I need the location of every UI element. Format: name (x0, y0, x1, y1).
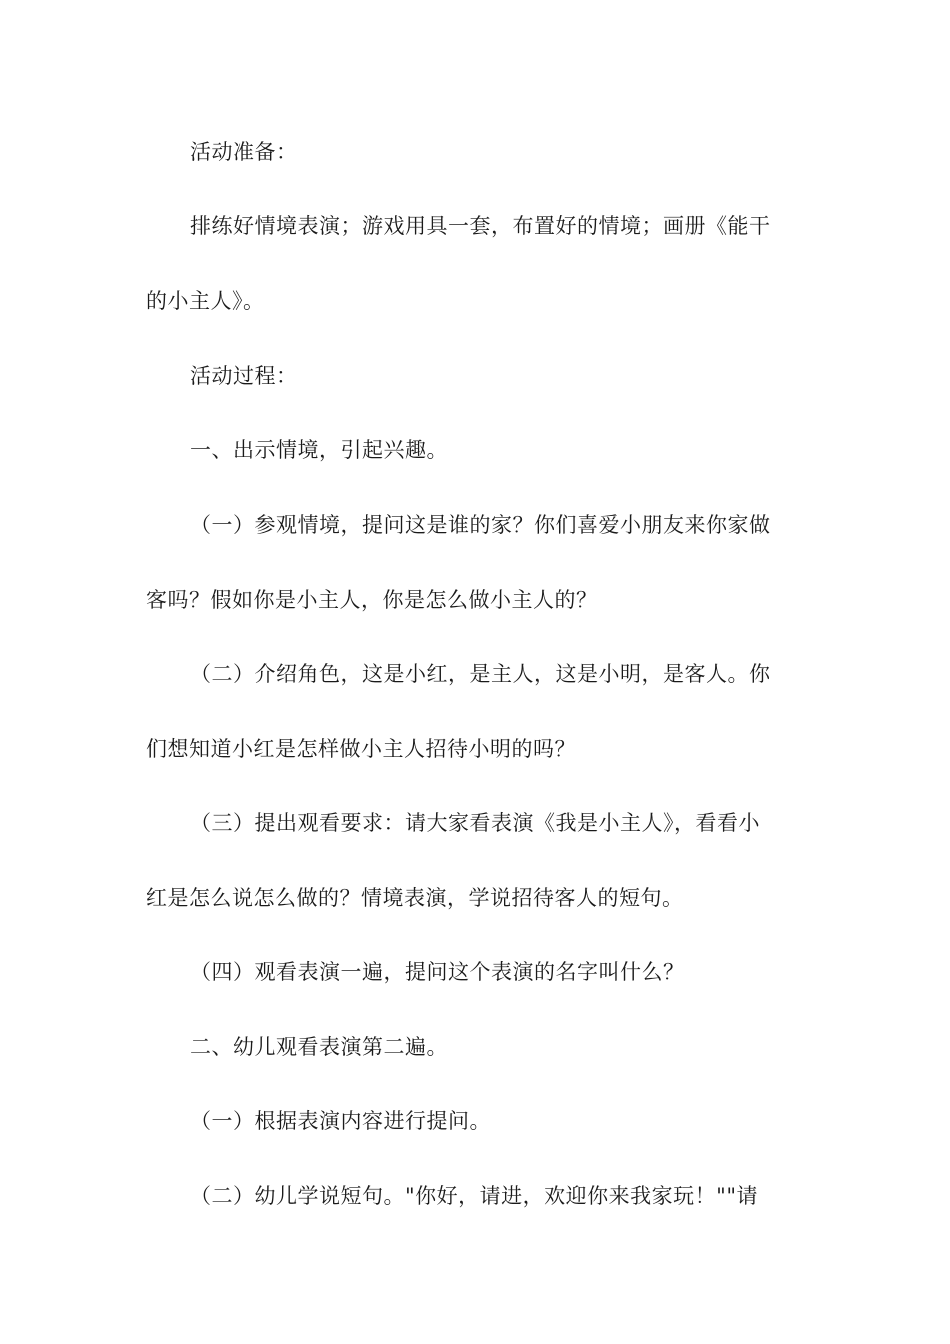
paragraph-line: 们想知道小红是怎样做小主人招待小明的吗？ (146, 737, 576, 761)
paragraph-line: （二）介绍角色，这是小红，是主人，这是小明，是客人。你 (190, 662, 771, 686)
paragraph-line: （二）幼儿学说短句。"你好，请进，欢迎你来我家玩！""请 (190, 1184, 758, 1208)
section-heading: 一、出示情境，引起兴趣。 (190, 438, 448, 462)
heading-activity-preparation: 活动准备： (190, 140, 298, 164)
paragraph-line: （三）提出观看要求：请大家看表演《我是小主人》，看看小 (190, 811, 760, 835)
paragraph-line: （一）根据表演内容进行提问。 (190, 1109, 491, 1133)
paragraph-line: 的小主人》。 (146, 289, 265, 313)
paragraph-line: 客吗？假如你是小主人，你是怎么做小主人的？ (146, 588, 598, 612)
paragraph-line: 排练好情境表演；游戏用具一套，布置好的情境；画册《能干 (190, 214, 771, 238)
paragraph-line: （一）参观情境，提问这是谁的家？你们喜爱小朋友来你家做 (190, 513, 771, 537)
paragraph-line: （四）观看表演一遍，提问这个表演的名字叫什么？ (190, 960, 685, 984)
section-heading: 二、幼儿观看表演第二遍。 (190, 1035, 448, 1059)
paragraph-line: 红是怎么说怎么做的？情境表演，学说招待客人的短句。 (146, 886, 684, 910)
heading-activity-process: 活动过程： (190, 364, 298, 388)
